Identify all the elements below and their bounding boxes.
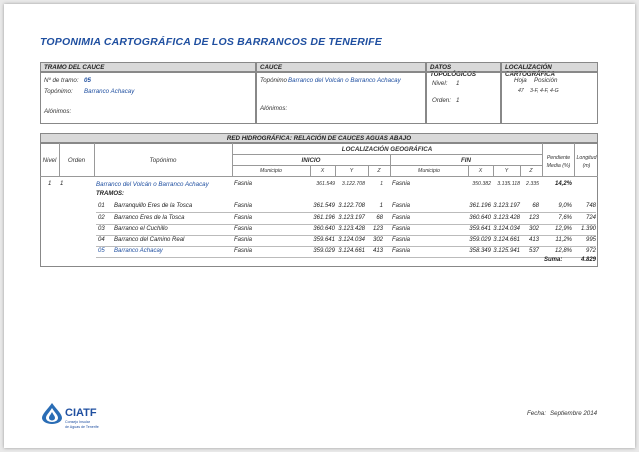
localizacion-header: LOCALIZACIÓN CARTOGRÁFICA xyxy=(501,62,598,72)
ciatf-logo xyxy=(40,402,110,438)
row-divider xyxy=(232,165,542,166)
main-z-fin: 2.335 xyxy=(526,181,539,187)
loc-hoja-value: 47 xyxy=(518,88,524,94)
main-y-ini: 3.122.708 xyxy=(341,181,365,187)
suma-label: Suma: xyxy=(544,257,563,263)
col-x-fin: X xyxy=(478,168,483,174)
tramo-cell-y-fin: 3.124.034 xyxy=(493,226,520,232)
row-divider xyxy=(96,235,596,236)
tramo-cell-longitud: 995 xyxy=(585,237,596,243)
main-x-fin: 350.382 xyxy=(472,181,491,187)
tramo-cell-mun-ini: Fasnia xyxy=(234,226,253,232)
tramo-cell-pendiente: 9,0% xyxy=(558,203,572,209)
tramo-cell-num: 02 xyxy=(98,215,105,221)
tramo-cell-y-fin: 3.124.661 xyxy=(493,237,520,243)
main-nivel: 1 xyxy=(48,181,52,187)
tramo-alonimos-label: Alónimos: xyxy=(44,108,72,115)
datos-header: DATOS TOPOLÓGICOS xyxy=(426,62,501,72)
main-z-ini: 1 xyxy=(380,181,383,187)
red-header-bottom-line xyxy=(40,176,598,177)
tramo-cell-z-ini: 413 xyxy=(372,248,383,254)
datos-nivel-value: 1 xyxy=(456,80,460,87)
water-drop-icon xyxy=(40,402,64,424)
tramo-cell-mun-fin: Fasnia xyxy=(392,203,411,209)
tramo-cell-mun-fin: Fasnia xyxy=(392,226,411,232)
tramo-cell-y-ini: 3.123.197 xyxy=(338,215,365,221)
loc-posicion-value: 3-F, 4-F, 4-G xyxy=(530,88,559,94)
main-mun-ini: Fasnia xyxy=(234,181,253,187)
main-toponimo: Barranco del Volcán o Barranco Achacay xyxy=(96,181,209,188)
tramo-cell-x-ini: 359.641 xyxy=(313,237,335,243)
tramo-cell-x-ini: 361.549 xyxy=(313,203,335,209)
tramo-cell-num: 01 xyxy=(98,203,105,209)
tramo-cell-x-ini: 360.640 xyxy=(313,226,335,232)
tramo-toponimo-label: Topónimo: xyxy=(44,88,73,95)
col-y-fin: Y xyxy=(504,168,509,174)
tramo-cell-z-ini: 1 xyxy=(379,203,383,209)
tramo-cell-y-ini: 3.124.661 xyxy=(338,248,365,254)
tramo-cell-num: 04 xyxy=(98,237,105,243)
col-y-ini: Y xyxy=(349,168,354,174)
loc-hoja-label: Hoja xyxy=(514,77,527,84)
tramo-numero-label: Nº de tramo: xyxy=(44,77,79,84)
tramo-cell-y-ini: 3.123.428 xyxy=(338,226,365,232)
main-pendiente: 14,2% xyxy=(554,181,572,187)
tramo-cell-pendiente: 12,8% xyxy=(554,248,572,254)
main-y-fin: 3.135.118 xyxy=(497,181,520,187)
tramo-header: TRAMO DEL CAUCE xyxy=(40,62,256,72)
tramo-cell-pendiente: 12,9% xyxy=(554,226,572,232)
tramo-cell-z-fin: 68 xyxy=(532,203,539,209)
tramo-cell-z-fin: 123 xyxy=(528,215,539,221)
main-x-ini: 361.549 xyxy=(316,181,335,187)
logo-sub2: de Aguas de Tenerife xyxy=(65,425,99,429)
red-header: RED HIDROGRÁFICA: RELACIÓN DE CAUCES AGUAS ABAJO xyxy=(40,133,598,143)
tramo-cell-x-fin: 361.196 xyxy=(469,203,491,209)
tramo-cell-x-fin: 358.349 xyxy=(469,248,491,254)
row-divider xyxy=(96,246,596,247)
row-divider xyxy=(96,212,596,213)
tramo-cell-y-fin: 3.123.197 xyxy=(493,203,520,209)
tramo-cell-mun-ini: Fasnia xyxy=(234,215,253,221)
col-pendiente: Pendiente Media (%) xyxy=(546,155,571,169)
tramo-cell-mun-ini: Fasnia xyxy=(234,248,253,254)
logo-sub1: Consejo Insular xyxy=(65,420,90,424)
tramo-cell-mun-fin: Fasnia xyxy=(392,237,411,243)
tramo-cell-x-ini: 361.196 xyxy=(313,215,335,221)
tramo-cell-x-fin: 359.029 xyxy=(469,237,491,243)
col-loc-geo: LOCALIZACIÓN GEOGRÁFICA xyxy=(341,146,433,153)
fecha-label: Fecha: xyxy=(527,410,546,417)
tramos-label: TRAMOS: xyxy=(96,191,124,197)
tramo-cell-toponimo: Barranco el Cuchillo xyxy=(114,226,168,232)
datos-orden-value: 1 xyxy=(456,97,460,104)
tramo-cell-mun-ini: Fasnia xyxy=(234,203,253,209)
tramo-numero-value: 05 xyxy=(84,77,91,84)
col-inicio: INICIO xyxy=(301,157,321,164)
tramo-cell-mun-fin: Fasnia xyxy=(392,215,411,221)
tramo-cell-num: 03 xyxy=(98,226,105,232)
tramo-cell-z-ini: 302 xyxy=(372,237,383,243)
datos-orden-label: Orden: xyxy=(432,97,451,104)
col-municipio-fin: Municipio xyxy=(418,168,440,174)
tramo-toponimo-value: Barranco Achacay xyxy=(84,88,135,95)
tramo-cell-longitud: 972 xyxy=(585,248,596,254)
tramo-cell-toponimo: Barranco Achacay xyxy=(114,248,163,254)
suma-value: 4.829 xyxy=(580,257,596,263)
tramo-cell-longitud: 748 xyxy=(585,203,596,209)
tramo-cell-longitud: 1.390 xyxy=(580,226,596,232)
datos-nivel-label: Nivel: xyxy=(432,80,448,87)
tramo-cell-pendiente: 11,2% xyxy=(555,237,572,243)
tramo-cell-x-fin: 360.640 xyxy=(469,215,491,221)
col-z-ini: Z xyxy=(377,168,381,174)
cauce-toponimo-value: Barranco del Volcán o Barranco Achacay xyxy=(288,77,401,84)
cauce-header: CAUCE xyxy=(256,62,426,72)
cauce-toponimo-label: Topónimo xyxy=(260,77,287,84)
tramo-cell-pendiente: 7,6% xyxy=(558,215,572,221)
tramo-cell-num: 05 xyxy=(98,248,105,254)
tramo-cell-x-ini: 359.029 xyxy=(313,248,335,254)
logo-text: CIATF xyxy=(65,407,97,419)
row-divider xyxy=(96,224,596,225)
tramo-cell-mun-ini: Fasnia xyxy=(234,237,253,243)
tramo-cell-mun-fin: Fasnia xyxy=(392,248,411,254)
tramo-cell-z-fin: 302 xyxy=(528,226,539,232)
tramo-cell-x-fin: 359.641 xyxy=(469,226,491,232)
tramo-cell-toponimo: Barranco del Camino Real xyxy=(114,237,185,243)
tramo-cell-y-ini: 3.122.708 xyxy=(338,203,365,209)
tramo-cell-y-fin: 3.123.428 xyxy=(493,215,520,221)
tramo-cell-toponimo: Barranco Eres de la Tosca xyxy=(114,215,185,221)
document-page xyxy=(4,4,635,448)
row-divider xyxy=(232,154,542,155)
main-mun-fin: Fasnia xyxy=(392,181,411,187)
tramo-cell-toponimo: Barranquillo Eres de la Tosca xyxy=(114,203,193,209)
col-orden: Orden xyxy=(67,157,86,164)
tramo-cell-y-fin: 3.125.941 xyxy=(493,248,520,254)
fecha-value: Septiembre 2014 xyxy=(550,410,598,417)
col-municipio-ini: Municipio xyxy=(260,168,282,174)
tramo-cell-z-ini: 123 xyxy=(372,226,383,232)
loc-posicion-label: Posición xyxy=(534,77,558,84)
main-orden: 1 xyxy=(60,181,64,187)
tramo-cell-z-fin: 413 xyxy=(528,237,539,243)
page-title: TOPONIMIA CARTOGRÁFICA DE LOS BARRANCOS DE TENERIFE xyxy=(40,36,382,48)
col-fin: FIN xyxy=(461,157,471,164)
tramo-cell-z-ini: 68 xyxy=(376,215,383,221)
tramo-cell-z-fin: 537 xyxy=(528,248,539,254)
cauce-alonimos-label: Alónimos: xyxy=(260,105,288,112)
col-longitud: Longitud (m) xyxy=(576,155,597,169)
tramo-cell-y-ini: 3.124.034 xyxy=(338,237,365,243)
row-divider xyxy=(96,257,596,258)
tramo-cell-longitud: 724 xyxy=(585,215,596,221)
col-x-ini: X xyxy=(320,168,325,174)
col-nivel: Nivel xyxy=(42,157,57,164)
col-toponimo: Topónimo xyxy=(149,157,177,164)
col-z-fin: Z xyxy=(529,168,533,174)
